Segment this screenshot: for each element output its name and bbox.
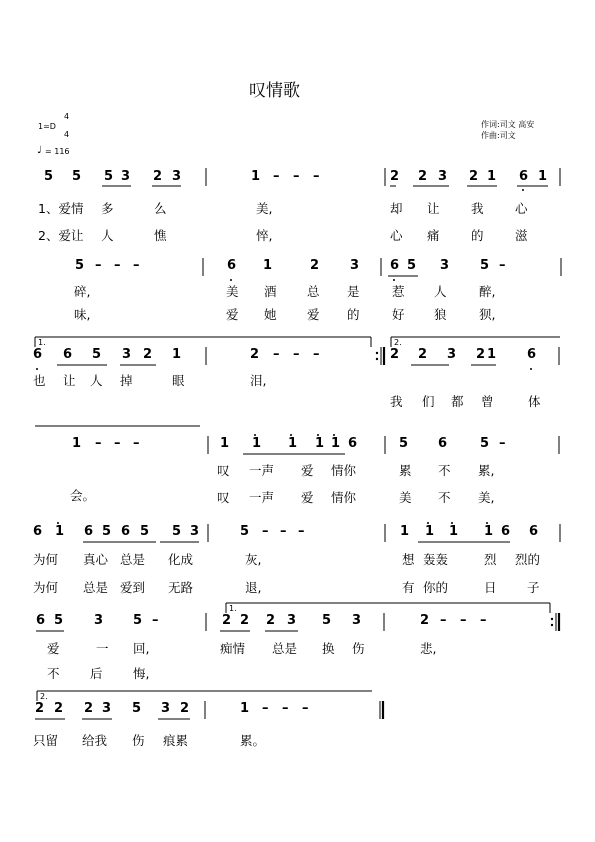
lyric: 不 xyxy=(438,463,451,478)
quarter-note-icon: ♩ xyxy=(37,145,42,156)
note: – xyxy=(298,524,305,539)
lyric: 都 xyxy=(451,394,464,409)
lyric: 有 xyxy=(402,580,415,595)
lyric: 会。 xyxy=(70,488,96,503)
lyric: 爱 xyxy=(307,307,320,322)
note: 1 xyxy=(220,436,230,451)
note: 6 xyxy=(501,524,511,539)
lyric: 灰, xyxy=(245,552,262,567)
lyric: 爱到 xyxy=(120,580,146,595)
note: – xyxy=(282,701,289,716)
note: 2 xyxy=(240,613,250,628)
lyric: 子 xyxy=(527,580,540,595)
lyric: 一声 xyxy=(249,463,275,478)
lyric: 惹 xyxy=(392,284,405,299)
note: 3 xyxy=(121,169,131,184)
note: 1 xyxy=(538,169,548,184)
lyric: 泪, xyxy=(250,373,267,388)
note: 6 xyxy=(529,524,539,539)
note: 1 xyxy=(449,524,459,539)
note: – xyxy=(114,436,121,451)
lyric: 1、爱情 xyxy=(38,201,84,216)
note: 1 xyxy=(400,524,410,539)
note: 2 xyxy=(54,701,64,716)
note: 1 xyxy=(288,436,298,451)
lyricist-credit: 作词:司文 高安 xyxy=(481,120,535,129)
lyric: 痕累 xyxy=(163,733,189,748)
lyric: 醉, xyxy=(479,284,496,299)
note: 1 xyxy=(251,169,261,184)
note: 2 xyxy=(469,169,479,184)
lyric: 让 xyxy=(427,201,440,216)
note: – xyxy=(95,436,102,451)
lyric: 她 xyxy=(264,307,277,322)
note: 6 xyxy=(63,347,73,362)
volta-1-label: 1. xyxy=(38,338,46,347)
note: 6 xyxy=(519,169,529,184)
note: 6 xyxy=(33,524,43,539)
tempo-marking: = 116 xyxy=(45,147,70,156)
lyric: 总 xyxy=(307,284,320,299)
volta-2-label: 2. xyxy=(394,338,402,347)
note: – xyxy=(480,613,487,628)
lyric: 滋 xyxy=(515,228,528,243)
note: 1 xyxy=(55,524,65,539)
note: 1 xyxy=(331,436,341,451)
note: 5 xyxy=(322,613,332,628)
note: 3 xyxy=(438,169,448,184)
note: 5 xyxy=(75,258,85,273)
time-signature-bottom: 4 xyxy=(64,130,70,139)
volta-1-label: 1. xyxy=(229,604,237,613)
note: 5 xyxy=(172,524,182,539)
note: 6 xyxy=(390,258,400,273)
lyric: 也 xyxy=(33,373,46,388)
lyric: 是 xyxy=(347,284,360,299)
lyric: 我 xyxy=(471,201,484,216)
lyric: 的 xyxy=(347,307,360,322)
lyric: 曾 xyxy=(481,394,494,409)
lyric: 伤 xyxy=(132,733,145,748)
lyric: 我 xyxy=(390,394,403,409)
note: 2 xyxy=(476,347,486,362)
lyric: 伤 xyxy=(352,641,365,656)
note: 2 xyxy=(35,701,45,716)
note: 5 xyxy=(133,613,143,628)
note: 2 xyxy=(143,347,153,362)
note: 1 xyxy=(487,169,497,184)
lyric: 为何 xyxy=(33,552,59,567)
lyric: 情你 xyxy=(331,490,357,505)
note: 5 xyxy=(44,169,54,184)
note: 1 xyxy=(240,701,250,716)
note: – xyxy=(133,436,140,451)
note: 3 xyxy=(94,613,104,628)
note: 5 xyxy=(240,524,250,539)
note: 2 xyxy=(390,347,400,362)
lyric: 酒 xyxy=(264,284,277,299)
note: 3 xyxy=(190,524,200,539)
lyric: 多 xyxy=(101,201,114,216)
note: 2 xyxy=(84,701,94,716)
note: 1 xyxy=(172,347,182,362)
lyric: 体 xyxy=(528,394,541,409)
lyric: 让 xyxy=(63,373,76,388)
lyric: 想 xyxy=(402,552,415,567)
note: – xyxy=(152,613,159,628)
volta-2-label: 2. xyxy=(40,692,48,701)
lyric: 眼 xyxy=(172,373,185,388)
lyric: 2、爱让 xyxy=(38,228,84,243)
note: – xyxy=(133,258,140,273)
lyric: 悲, xyxy=(420,641,437,656)
lyric: 无路 xyxy=(168,580,194,595)
note: – xyxy=(302,701,309,716)
lyric: 只留 xyxy=(33,733,59,748)
note: 6 xyxy=(33,347,43,362)
note: 2 xyxy=(418,169,428,184)
lyric: 叹 xyxy=(217,463,230,478)
note: 3 xyxy=(350,258,360,273)
lyric: 一声 xyxy=(249,490,275,505)
lyric: 憔 xyxy=(154,228,167,243)
lyric: 累 xyxy=(399,463,412,478)
note: 6 xyxy=(121,524,131,539)
note: 2 xyxy=(390,169,400,184)
lyric: 爱 xyxy=(301,463,314,478)
note: 5 xyxy=(399,436,409,451)
lyric: 退, xyxy=(245,580,262,595)
lyric: 爱 xyxy=(47,641,60,656)
lyric: 们 xyxy=(422,394,435,409)
note: – xyxy=(499,258,506,273)
note: 2 xyxy=(310,258,320,273)
lyric: 碎, xyxy=(74,284,91,299)
note: – xyxy=(440,613,447,628)
note: 2 xyxy=(420,613,430,628)
lyric: 掉 xyxy=(120,373,133,388)
song-title: 叹情歌 xyxy=(249,81,300,101)
note: 6 xyxy=(438,436,448,451)
note: 1 xyxy=(425,524,435,539)
lyric: 总是 xyxy=(83,580,109,595)
note: 1 xyxy=(315,436,325,451)
lyric: 爱 xyxy=(226,307,239,322)
lyric: 狼 xyxy=(434,307,447,322)
lyric: 日 xyxy=(484,580,497,595)
note: 5 xyxy=(480,436,490,451)
lyric: 不 xyxy=(438,490,451,505)
lyric: 烈 xyxy=(484,552,497,567)
lyric: 美, xyxy=(256,201,273,216)
note: 6 xyxy=(84,524,94,539)
note: 1 xyxy=(72,436,82,451)
note: – xyxy=(460,613,467,628)
note: – xyxy=(114,258,121,273)
lyric: 情你 xyxy=(331,463,357,478)
note: 2 xyxy=(153,169,163,184)
lyric: 回, xyxy=(133,641,150,656)
note: 6 xyxy=(527,347,537,362)
note: 5 xyxy=(104,169,114,184)
lyric: 人 xyxy=(90,373,103,388)
lyric: 累, xyxy=(478,463,495,478)
lyric: 爱 xyxy=(301,490,314,505)
note: 3 xyxy=(161,701,171,716)
lyric: 么 xyxy=(154,201,167,216)
key-signature: 1=D xyxy=(38,122,56,131)
lyric: 后 xyxy=(90,666,103,681)
lyric: 为何 xyxy=(33,580,59,595)
note: 1 xyxy=(252,436,262,451)
lyric: 换 xyxy=(322,641,335,656)
note: 3 xyxy=(352,613,362,628)
note: – xyxy=(313,347,320,362)
note: 5 xyxy=(407,258,417,273)
lyric: 心 xyxy=(515,201,528,216)
note: 3 xyxy=(440,258,450,273)
lyric: 总是 xyxy=(272,641,298,656)
note: – xyxy=(95,258,102,273)
lyric: 你的 xyxy=(423,580,449,595)
note: 6 xyxy=(348,436,358,451)
lyric: 的 xyxy=(471,228,484,243)
time-signature-top: 4 xyxy=(64,112,70,121)
lyric: 好 xyxy=(392,307,405,322)
lyric: 悴, xyxy=(256,228,273,243)
lyric: 叹 xyxy=(217,490,230,505)
composer-credit: 作曲:司文 xyxy=(481,131,516,140)
note: 5 xyxy=(102,524,112,539)
note: 3 xyxy=(102,701,112,716)
lyric: 味, xyxy=(74,307,91,322)
note: – xyxy=(280,524,287,539)
note: 3 xyxy=(447,347,457,362)
note: 6 xyxy=(36,613,46,628)
lyric: 心 xyxy=(390,228,403,243)
note: – xyxy=(262,701,269,716)
lyric: 悔, xyxy=(133,666,150,681)
note: – xyxy=(499,436,506,451)
note: – xyxy=(262,524,269,539)
note: 2 xyxy=(418,347,428,362)
note: 6 xyxy=(227,258,237,273)
note: 3 xyxy=(122,347,132,362)
lyric: 总是 xyxy=(120,552,146,567)
lyric: 真心 xyxy=(83,552,109,567)
note: 5 xyxy=(54,613,64,628)
lyric: 烈的 xyxy=(515,552,541,567)
note: 2 xyxy=(222,613,232,628)
note: 1 xyxy=(484,524,494,539)
note: 2 xyxy=(250,347,260,362)
note: 3 xyxy=(172,169,182,184)
lyric: 美 xyxy=(399,490,412,505)
note: – xyxy=(293,169,300,184)
note: 3 xyxy=(287,613,297,628)
lyric: 却 xyxy=(390,201,403,216)
lyric: 人 xyxy=(101,228,114,243)
note: – xyxy=(273,169,280,184)
note: – xyxy=(273,347,280,362)
lyric: 美 xyxy=(226,284,239,299)
note: 5 xyxy=(72,169,82,184)
lyric: 美, xyxy=(478,490,495,505)
note: 5 xyxy=(132,701,142,716)
lyric: 给我 xyxy=(82,733,108,748)
lyric: 轰轰 xyxy=(423,552,449,567)
note: 1 xyxy=(487,347,497,362)
note: – xyxy=(293,347,300,362)
note: 5 xyxy=(92,347,102,362)
lyric: 痛 xyxy=(427,228,440,243)
note: – xyxy=(313,169,320,184)
note: 2 xyxy=(266,613,276,628)
lyric: 狈, xyxy=(479,307,496,322)
lyric: 累。 xyxy=(240,733,266,748)
note: 5 xyxy=(480,258,490,273)
lyric: 不 xyxy=(47,666,60,681)
lyric: 痴情 xyxy=(220,641,246,656)
lyric: 化成 xyxy=(168,552,194,567)
lyric: 人 xyxy=(434,284,447,299)
note: 1 xyxy=(263,258,273,273)
note: 5 xyxy=(140,524,150,539)
lyric: 一 xyxy=(96,641,109,656)
note: 2 xyxy=(180,701,190,716)
